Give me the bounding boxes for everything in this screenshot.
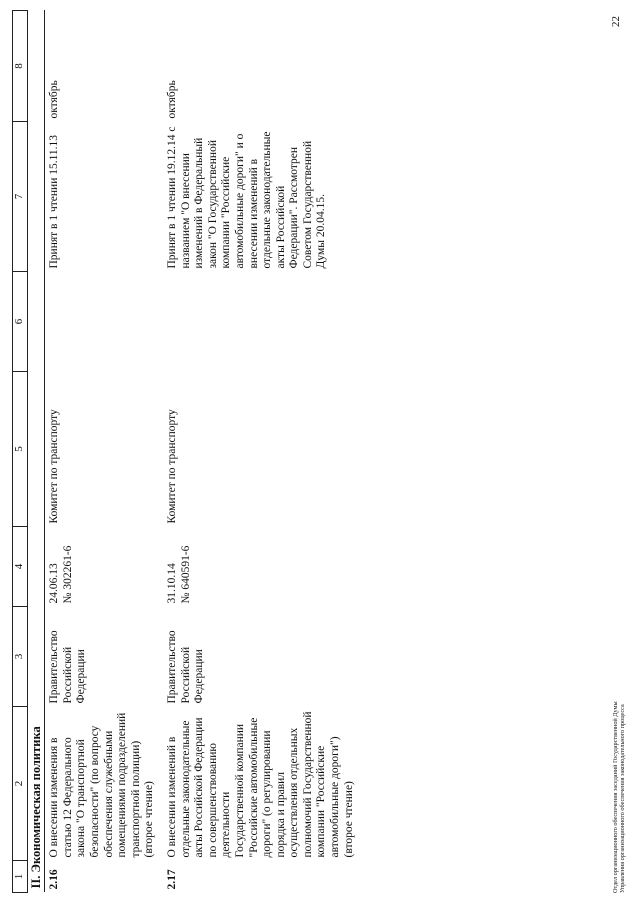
column-header: 3	[13, 607, 28, 707]
column-header: 7	[13, 122, 28, 272]
footer-line: Управления организационного обеспечения законодательного процесса	[619, 704, 626, 893]
bill-initiator: Правительство Российской Федерации	[48, 630, 88, 704]
page-number: 22	[610, 16, 622, 27]
column-header: 6	[13, 272, 28, 372]
section-title: II. Экономическая политика	[27, 11, 45, 893]
column-header: 2	[13, 707, 28, 861]
column-number-row	[13, 11, 28, 893]
bill-number: № 302261-6	[61, 545, 74, 604]
column-header: 4	[13, 527, 28, 607]
table-row	[45, 11, 163, 893]
column-header: 5	[13, 372, 28, 527]
column-6-cell	[163, 272, 362, 372]
bill-registration	[163, 527, 362, 607]
bill-number: № 640591-6	[179, 545, 192, 604]
bill-status: Принят в 1 чтении 19.12.14 с названием "О внесении изменений в Федеральный закон "О Государственной компании "Российские автомобильные дороги" и о внесении изменений в отдельные законодательные акты Российской Федерации". Рассмотрен Советом Государственной Думы 20.04.15.	[165, 126, 328, 269]
column-header: 1	[13, 861, 28, 893]
bill-initiator: Правительство Российской Федерации	[165, 630, 206, 704]
bill-date: 31.10.14	[165, 563, 178, 604]
row-number: 2.16	[48, 869, 61, 890]
table-row	[163, 11, 362, 893]
responsible-committee: Комитет по транспорту	[165, 409, 178, 524]
bill-title: О внесении изменения в статью 12 Федерального закона "О транспортной безопасности" (по вопросу обеспечения служебными помещениями подразделений транспортной полиции) (второе чтение)	[48, 712, 156, 858]
column-header: 8	[13, 11, 28, 122]
section-row	[27, 11, 45, 893]
row-number: 2.17	[165, 869, 178, 890]
footer-line: Отдел организационного обеспечения заседаний Государственной Думы	[612, 701, 619, 893]
bill-status: Принят в 1 чтении 15.11.13	[48, 134, 61, 269]
legislation-table	[12, 10, 362, 893]
footer	[612, 701, 626, 893]
bill-date: 24.06.13	[48, 563, 61, 604]
planned-month: октябрь	[165, 80, 178, 119]
bill-title: О внесении изменений в отдельные законодательные акты Российской Федерации по совершенствованию деятельности Государственной компании "Российские автомобильные дороги" (о регулировании порядка и правил осуществления отдельных полномочий Государственной компании "Российские автомобильные дороги") (второе чтение)	[165, 711, 355, 858]
column-6-cell	[45, 272, 163, 372]
responsible-committee: Комитет по транспорту	[48, 409, 61, 524]
bill-registration	[45, 527, 163, 607]
planned-month: октябрь	[48, 80, 61, 119]
